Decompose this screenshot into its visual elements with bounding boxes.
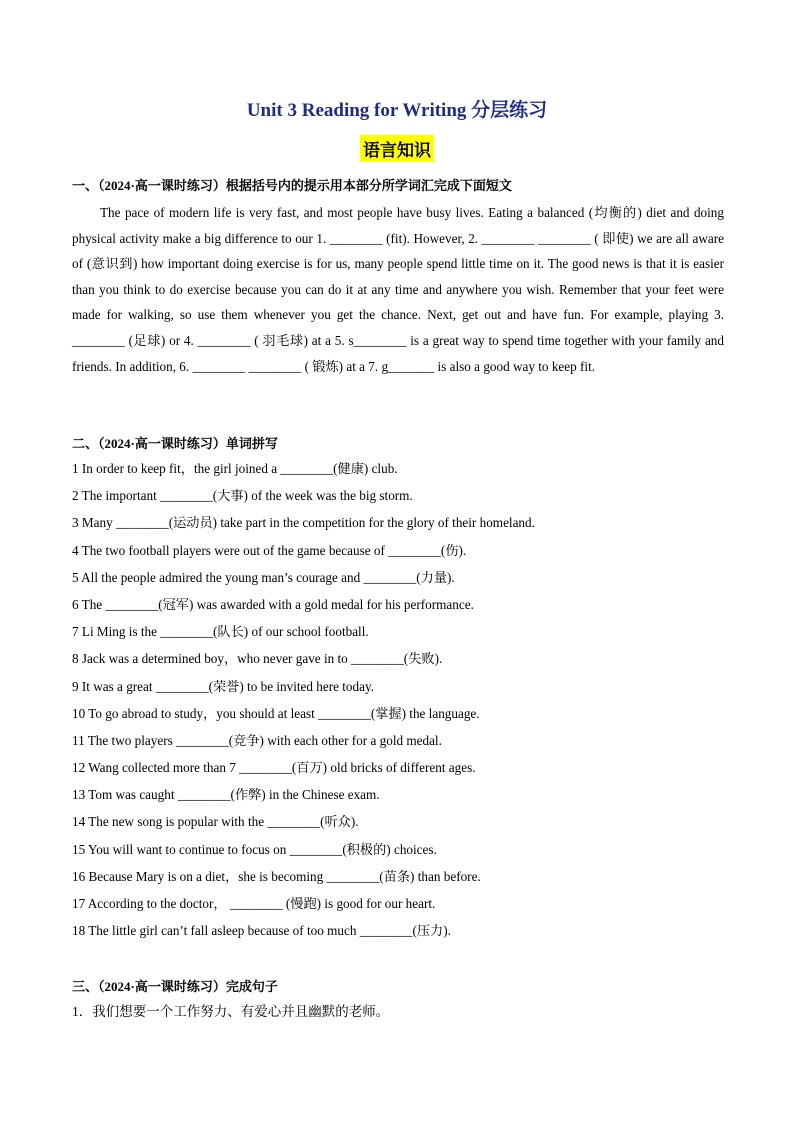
list-item: 1 In order to keep fit，the girl joined a ________(健康) club. <box>72 461 398 476</box>
list-item: 18 The little girl can’t fall asleep because of too much ________(压力). <box>72 923 451 939</box>
passage-text: The pace of modern life is very fast, and most people have busy lives. Eating a balanced (均衡的) diet and doing physical activity make a big difference to our 1. ________ (fit). However, 2. ________ ________ ( 即使) we are all aware of (意识到) how important doing exercise is for us, many people spend little time on it. The good news is that it is easier than you think to do exercise because you can do it at any time and anywhere you wish. Remember that your feet were made for walking, so use them whenever you get the chance. Next, get out and have fun. For example, playing 3. ________ (足球) or 4. ________ ( 羽毛球) at a 5. s________ is a great way to spend time together with your family and friends. In addition, 6. ________ ________ ( 锻炼) at a 7. g_______ is also a good way to keep fit. <box>72 205 724 374</box>
subtitle-wrap <box>0 135 794 162</box>
passage-paragraph <box>72 200 724 379</box>
list-item: 5 All the people admired the young man’s courage and ________(力量). <box>72 569 455 585</box>
list-item: 15 You will want to continue to focus on ________(积极的) choices. <box>72 841 437 857</box>
list-item: 2 The important ________(大事) of the week was the big storm. <box>72 488 413 504</box>
list-item: 4 The two football players were out of the game because of ________(伤). <box>72 542 467 558</box>
spelling-list <box>72 459 732 948</box>
list-item: 16 Because Mary is on a diet，she is becoming ________(苗条) than before. <box>72 868 481 884</box>
list-item: 13 Tom was caught ________(作弊) in the Chinese exam. <box>72 787 380 803</box>
section2-heading: 二、（2024·高一课时练习）单词拼写 <box>72 436 278 451</box>
list-item: 10 To go abroad to study，you should at least ________(掌握) the language. <box>72 705 480 721</box>
list-item: 3 Many ________(运动员) take part in the competition for the glory of their homeland. <box>72 515 535 531</box>
list-item: 8 Jack was a determined boy，who never gave in to ________(失败). <box>72 651 443 667</box>
section3-heading: 三、（2024·高一课时练习）完成句子 <box>72 979 278 994</box>
list-item: 9 It was a great ________(荣誉) to be invited here today. <box>72 678 375 694</box>
list-item: 17 According to the doctor， ________ (慢跑) is good for our heart. <box>72 896 436 911</box>
section-subtitle: 语言知识 <box>360 135 434 162</box>
list-item: 6 The ________(冠军) was awarded with a gold medal for his performance. <box>72 596 474 612</box>
list-item: 7 Li Ming is the ________(队长) of our school football. <box>72 624 369 640</box>
list-item: 12 Wang collected more than 7 ________(百万) old bricks of different ages. <box>72 760 476 776</box>
section1-heading: 一、（2024·高一课时练习）根据括号内的提示用本部分所学词汇完成下面短文 <box>72 178 512 193</box>
list-item: 14 The new song is popular with the ________(听众). <box>72 814 359 830</box>
page-title: Unit 3 Reading for Writing 分层练习 <box>246 100 548 121</box>
sentence-item: 1．我们想要一个工作努力、有爱心并且幽默的老师。 <box>72 1004 390 1019</box>
list-item: 11 The two players ________(竞争) with each other for a gold medal. <box>72 732 442 748</box>
